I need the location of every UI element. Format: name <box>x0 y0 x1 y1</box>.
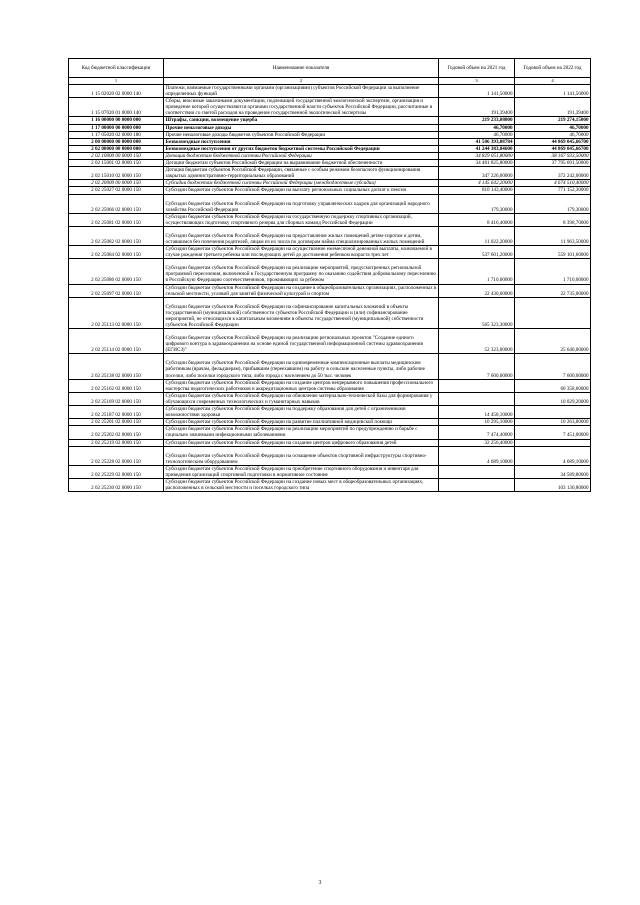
value-2022-cell <box>515 406 591 419</box>
table-row <box>69 98 591 117</box>
value-2021-cell: 41 244 383,84600 <box>439 145 515 152</box>
table-row <box>69 478 591 491</box>
table-row <box>69 419 591 426</box>
code-cell: 2 02 25114 02 0000 150 <box>69 329 164 354</box>
table-header-row <box>69 59 591 78</box>
table-row <box>69 465 591 478</box>
value-2022-cell: 10 263,80000 <box>515 419 591 426</box>
name-cell: Субсидии бюджетам субъектов Российской Федерации на подготовку управленческих кадров для организаций народного хозяйства Российской Федерации <box>164 194 439 213</box>
value-2021-cell: 34 481 825,80000 <box>439 160 515 167</box>
column-number: 3 <box>439 78 515 85</box>
table-row <box>69 259 591 284</box>
name-cell: Прочие неналоговые доходы бюджетов субъектов Российской Федерации <box>164 131 439 138</box>
value-2022-cell: 60 358,60000 <box>515 379 591 392</box>
name-cell: Субсидии бюджетам субъектов Российской Федерации на приобретение спортивного оборудования и инвентаря для приведения организаций спортивной подготовки в нормативное состояние <box>164 465 439 478</box>
value-2022-cell: 11 963,50000 <box>515 226 591 245</box>
value-2021-cell: 22 430,60000 <box>439 284 515 297</box>
budget-table-sheet <box>68 58 590 492</box>
name-cell: Субсидии бюджетам субъектов Российской Федерации на предоставление жилых помещений детям-сиротам и детям, оставшимся без попечения родителей, лицам из их числа по договорам найма специализированных жилых помещений <box>164 226 439 245</box>
name-cell: Дотация бюджетам субъектов Российской Федерации, связанные с особым режимом безопасного функционирования закрытых административно-территориальных образований <box>164 167 439 180</box>
name-cell: Субсидии бюджетам субъектов Российской Федерации на софинансирование капитальных вложений в объекты государственной (муниципальной) собственности субъектов Российской Федерации и (или) софинансирование мероприятий, не относящихся к капитальным вложениям в объекты государственной (муниципальной) собственности субъектов Российской Федерации <box>164 297 439 328</box>
value-2021-cell: 1 710,00000 <box>439 259 515 284</box>
name-cell: Платежи, взимаемые государственными органами (организациями) субъектов Российской Федерации за выполнение определенных функций <box>164 85 439 98</box>
value-2022-cell: 4 674 510,40000 <box>515 180 591 187</box>
value-2022-cell <box>515 439 591 446</box>
table-row <box>69 117 591 124</box>
name-cell: Субсидии бюджетам субъектов Российской Федерации на выплату региональных социальных доплат к пенсии <box>164 187 439 194</box>
code-cell: 2 02 25081 02 0000 150 <box>69 213 164 226</box>
header-2021: Годовой объем на 2021 год <box>439 59 515 78</box>
value-2022-cell: 34 589,80000 <box>515 465 591 478</box>
value-2022-cell: 103 130,80000 <box>515 478 591 491</box>
value-2021-cell: 8 416,40000 <box>439 213 515 226</box>
code-cell: 1 17 00000 00 0000 000 <box>69 124 164 131</box>
name-cell: Прочие неналоговые доходы <box>164 124 439 131</box>
name-cell: Дотации бюджетам бюджетной системы Российской Федерации <box>164 152 439 159</box>
code-cell: 1 15 02020 02 0000 140 <box>69 85 164 98</box>
code-cell: 1 16 00000 00 0000 000 <box>69 117 164 124</box>
value-2022-cell: 46,70000 <box>515 124 591 131</box>
code-cell: 2 02 25097 02 0000 150 <box>69 284 164 297</box>
value-2022-cell: 44 869 045,66700 <box>515 145 591 152</box>
code-cell: 2 02 25162 02 0000 150 <box>69 379 164 392</box>
value-2021-cell: 10 295,10000 <box>439 419 515 426</box>
value-2022-cell: 4 689,10000 <box>515 446 591 465</box>
code-cell: 2 02 25082 02 0000 150 <box>69 226 164 245</box>
name-cell: Субсидии бюджетам субъектов Российской Федерации на осуществление ежемесячной денежной выплаты, назначаемой в случае рождения третьего ребенка или последующих детей до достижения ребенком возраста трех лет <box>164 246 439 259</box>
name-cell: Субсидии бюджетам субъектов Российской Федерации на создание в общеобразовательных организациях, расположенных в сельской местности, условий для занятий физической культурой и спортом <box>164 284 439 297</box>
table-row <box>69 426 591 439</box>
code-cell: 2 02 25229 02 0000 150 <box>69 465 164 478</box>
column-number: 4 <box>515 78 591 85</box>
code-cell: 2 02 20000 00 0000 150 <box>69 180 164 187</box>
value-2021-cell: 219 233,08000 <box>439 117 515 124</box>
code-cell: 2 02 25086 02 0000 150 <box>69 259 164 284</box>
value-2021-cell <box>439 478 515 491</box>
value-2021-cell: 41 506 393,08784 <box>439 138 515 145</box>
value-2021-cell: 46,70000 <box>439 131 515 138</box>
table-row <box>69 439 591 446</box>
name-cell: Сборы, вносимые заказчиками документации, подлежащей государственной экологической экспертизе, организация и проведение которой осуществляются органами государственной власти субъектов Российской Федерации, рассчитанные в соответствии со сметой расходов на проведение государственной экологической экспертизы <box>164 98 439 117</box>
code-cell: 2 02 25201 02 0000 150 <box>69 419 164 426</box>
value-2022-cell: 46,70000 <box>515 131 591 138</box>
table-row <box>69 145 591 152</box>
value-2021-cell: 14 458,10000 <box>439 406 515 419</box>
value-2021-cell: 46,70000 <box>439 124 515 131</box>
value-2022-cell: 191,39400 <box>515 98 591 117</box>
table-row <box>69 85 591 98</box>
value-2022-cell: 1 710,00000 <box>515 259 591 284</box>
name-cell: Субсидии бюджетам субъектов Российской Федерации на создание центров цифрового образования детей <box>164 439 439 446</box>
column-number: 2 <box>164 78 439 85</box>
table-row <box>69 246 591 259</box>
code-cell: 2 02 25113 02 0000 150 <box>69 297 164 328</box>
name-cell: Субсидии бюджетам субъектов Российской Федерации на развитие паллиативной медицинской помощи <box>164 419 439 426</box>
code-cell: 2 02 25027 02 0000 150 <box>69 187 164 194</box>
code-cell: 2 02 10000 00 0000 150 <box>69 152 164 159</box>
value-2022-cell: 372 242,00000 <box>515 167 591 180</box>
value-2021-cell: 11 022,20000 <box>439 226 515 245</box>
code-cell: 2 02 25202 02 0000 150 <box>69 426 164 439</box>
name-cell: Субсидии бюджетам субъектов Российской Федерации на реализацию региональных проектов "Создание единого цифрового контура в здравоохранении на основе единой государственной информационной системы здравоохранения (ЕГИСЗ)" <box>164 329 439 354</box>
value-2022-cell: 22 735,00000 <box>515 284 591 297</box>
table-body <box>69 85 591 492</box>
name-cell: Субсидии бюджетам субъектов Российской Федерации на государственную поддержку спортивных организаций, осуществляющих подготовку спортивного резерва для сборных команд Российской Федерации <box>164 213 439 226</box>
code-cell: 2 02 25066 02 0000 150 <box>69 194 164 213</box>
table-row <box>69 138 591 145</box>
value-2021-cell <box>439 465 515 478</box>
name-cell: Субсидии бюджетам бюджетной системы Российской Федерации (межбюджетные субсидии) <box>164 180 439 187</box>
name-cell: Безвозмездные поступления <box>164 138 439 145</box>
value-2022-cell: 7 600,00000 <box>515 354 591 379</box>
table-row <box>69 392 591 405</box>
table-row <box>69 152 591 159</box>
value-2021-cell: 7 474,40000 <box>439 426 515 439</box>
value-2022-cell: 38 167 933,50000 <box>515 152 591 159</box>
table-row <box>69 180 591 187</box>
table-row <box>69 284 591 297</box>
code-cell: 1 15 07020 01 0000 140 <box>69 98 164 117</box>
code-cell: 1 17 05020 02 0000 180 <box>69 131 164 138</box>
column-number-row <box>69 78 591 85</box>
table-row <box>69 406 591 419</box>
name-cell: Субсидии бюджетам субъектов Российской Федерации на поддержку образования для детей с ограниченными возможностями здоровья <box>164 406 439 419</box>
value-2022-cell: 44 869 045,66700 <box>515 138 591 145</box>
header-2022: Годовой объем на 2022 год <box>515 59 591 78</box>
value-2022-cell <box>515 297 591 328</box>
value-2022-cell: 8 398,70000 <box>515 213 591 226</box>
name-cell: Субсидии бюджетам субъектов Российской Федерации на единовременные компенсационные выплаты медицинским работникам (врачам, фельдшерам), прибывшим (переехавшим) на работу в сельские населенные пункты, либо рабочие поселки, либо поселки городского типа, либо города с населением до 50 тыс. человек <box>164 354 439 379</box>
table-row <box>69 187 591 194</box>
value-2021-cell: 34 829 051,80000 <box>439 152 515 159</box>
code-cell: 2 02 25084 02 0000 150 <box>69 246 164 259</box>
column-number: 1 <box>69 78 164 85</box>
value-2021-cell: 179,30000 <box>439 194 515 213</box>
header-name: Наименование показателя <box>164 59 439 78</box>
value-2021-cell: 4 145 642,20000 <box>439 180 515 187</box>
table-row <box>69 131 591 138</box>
code-cell: 2 02 25169 02 0000 150 <box>69 392 164 405</box>
code-cell: 2 02 25187 02 0000 150 <box>69 406 164 419</box>
table-row <box>69 124 591 131</box>
value-2021-cell <box>439 379 515 392</box>
code-cell: 2 02 15001 02 0000 150 <box>69 160 164 167</box>
table-row <box>69 354 591 379</box>
table-row <box>69 213 591 226</box>
value-2021-cell: 537 601,20000 <box>439 246 515 259</box>
table-row <box>69 226 591 245</box>
code-cell: 2 02 25219 02 0000 150 <box>69 439 164 446</box>
code-cell: 2 02 15010 02 0000 150 <box>69 167 164 180</box>
table-row <box>69 329 591 354</box>
value-2021-cell: 565 323,30000 <box>439 297 515 328</box>
name-cell: Субсидии бюджетам субъектов Российской Федерации на создание центров непрерывного повышения профессионального мастерства педагогических работников и аккредитационных центров системы образования <box>164 379 439 392</box>
header-code: Код бюджетной классификации <box>69 59 164 78</box>
table-row <box>69 167 591 180</box>
table-row <box>69 446 591 465</box>
value-2021-cell: 1 141,50000 <box>439 85 515 98</box>
value-2021-cell <box>439 392 515 405</box>
table-row <box>69 379 591 392</box>
value-2022-cell: 179,30000 <box>515 194 591 213</box>
value-2021-cell: 7 600,00000 <box>439 354 515 379</box>
value-2021-cell: 4 689,10000 <box>439 446 515 465</box>
value-2022-cell: 1 141,50000 <box>515 85 591 98</box>
value-2022-cell: 10 029,20000 <box>515 392 591 405</box>
page-number: 3 <box>318 880 322 886</box>
code-cell: 2 02 25138 02 0000 150 <box>69 354 164 379</box>
code-cell: 2 02 25230 02 0000 150 <box>69 478 164 491</box>
code-cell: 2 02 00000 00 0000 000 <box>69 145 164 152</box>
table-row <box>69 160 591 167</box>
value-2022-cell: 37 795 691,50000 <box>515 160 591 167</box>
value-2021-cell: 347 226,00000 <box>439 167 515 180</box>
value-2022-cell: 25 640,00000 <box>515 329 591 354</box>
value-2021-cell: 810 143,40000 <box>439 187 515 194</box>
value-2022-cell: 559 101,60000 <box>515 246 591 259</box>
value-2022-cell: 7 451,00000 <box>515 426 591 439</box>
table-row <box>69 194 591 213</box>
name-cell: Субсидии бюджетам субъектов Российской Федерации на реализацию мероприятий, предусмотренных региональной программой переселения, включенной в Государственную программу по оказанию содействия добровольному переселению в Российскую Федерацию соотечественников, проживающих за рубежом <box>164 259 439 284</box>
table-row <box>69 297 591 328</box>
value-2022-cell: 219 274,15000 <box>515 117 591 124</box>
code-cell: 2 02 25228 02 0000 150 <box>69 446 164 465</box>
value-2021-cell: 52 323,00000 <box>439 329 515 354</box>
name-cell: Субсидии бюджетам субъектов Российской Федерации на создание новых мест в общеобразовательных организациях, расположенных в сельской местности и поселках городского типа <box>164 478 439 491</box>
name-cell: Дотации бюджетам субъектов Российской Федерации на выравнивание бюджетной обеспеченности <box>164 160 439 167</box>
name-cell: Безвозмездные поступления от других бюджетов бюджетной системы Российской Федерации <box>164 145 439 152</box>
value-2021-cell: 191,39400 <box>439 98 515 117</box>
name-cell: Субсидии бюджетам субъектов Российской Федерации на обновление материально-технической базы для формирования у обучающихся современных технологических и гуманитарных навыков <box>164 392 439 405</box>
code-cell: 2 00 00000 00 0000 000 <box>69 138 164 145</box>
budget-table <box>68 58 591 492</box>
value-2022-cell: 771 152,30000 <box>515 187 591 194</box>
name-cell: Субсидии бюджетам субъектов Российской Федерации на оснащение объектов спортивной инфраструктуры спортивно-технологическим оборудованием <box>164 446 439 465</box>
name-cell: Субсидии бюджетам субъектов Российской Федерации на реализацию мероприятий по предупреждению и борьбе с социально значимыми инфекционными заболеваниями <box>164 426 439 439</box>
value-2021-cell: 32 256,40000 <box>439 439 515 446</box>
name-cell: Штрафы, санкции, возмещение ущерба <box>164 117 439 124</box>
